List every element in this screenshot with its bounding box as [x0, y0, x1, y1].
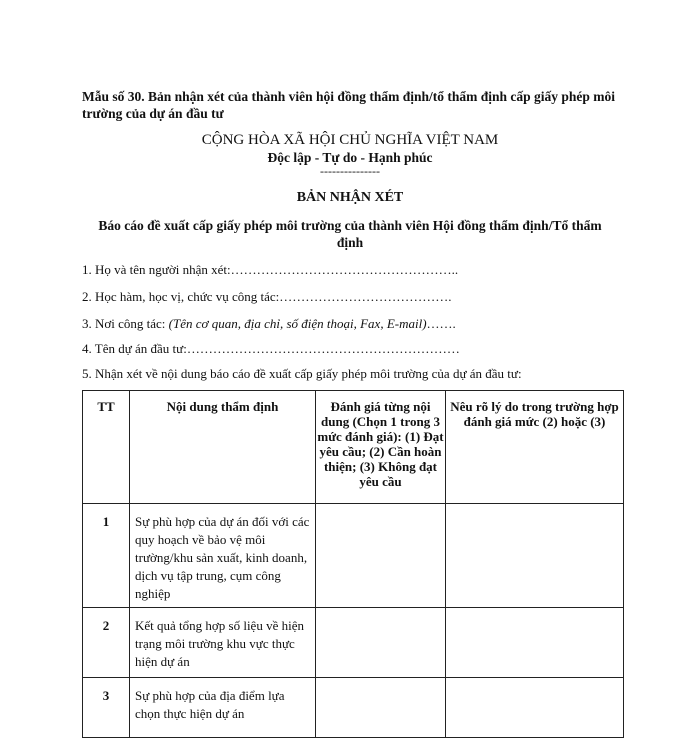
- field-suffix: …….: [426, 316, 456, 331]
- row-number: 3: [83, 678, 130, 738]
- row-rating-cell[interactable]: [316, 504, 446, 608]
- field-workplace: [82, 316, 456, 332]
- field-project-name: [82, 341, 460, 357]
- table-row: [83, 678, 624, 738]
- header-rating: Đánh giá từng nội dung (Chọn 1 trong 3 mức đánh giá): (1) Đạt yêu cầu; (2) Cần hoàn thiện; (3) Không đạt yêu cầu: [316, 391, 446, 504]
- row-reason-cell[interactable]: [446, 504, 624, 608]
- field-label: 4. Tên dự án đầu tư:………………………………………………………: [82, 341, 460, 356]
- header-tt: TT: [83, 391, 130, 504]
- row-reason-cell[interactable]: [446, 608, 624, 678]
- field-academic-title: [82, 289, 452, 305]
- table-header-row: [83, 391, 624, 504]
- row-content: Kết quả tổng hợp số liệu về hiện trạng môi trường khu vực thực hiện dự án: [130, 608, 316, 678]
- row-number: 2: [83, 608, 130, 678]
- field-label: 3. Nơi công tác:: [82, 316, 169, 331]
- field-label: 2. Học hàm, học vị, chức vụ công tác:………………………………….: [82, 289, 452, 304]
- field-review-comments: [82, 366, 522, 382]
- row-content: Sự phù hợp của dự án đối với các quy hoạch về bảo vệ môi trường/khu sản xuất, kinh doanh, dịch vụ tập trung, cụm công nghiệp: [130, 504, 316, 608]
- national-motto: Độc lập - Tự do - Hạnh phúc: [267, 150, 433, 165]
- table-row: [83, 504, 624, 608]
- field-label: 1. Họ và tên người nhận xét:……………………………………………..: [82, 262, 459, 277]
- row-rating-cell[interactable]: [316, 678, 446, 738]
- row-rating-cell[interactable]: [316, 608, 446, 678]
- header-reason: Nêu rõ lý do trong trường hợp đánh giá mức (2) hoặc (3): [446, 391, 624, 504]
- header-content: Nội dung thẩm định: [130, 391, 316, 504]
- row-content: Sự phù hợp của địa điểm lựa chọn thực hiện dự án: [130, 678, 316, 738]
- row-number: 1: [83, 504, 130, 608]
- appraisal-table: [82, 390, 624, 738]
- document-title: BẢN NHẬN XÉT: [296, 190, 404, 205]
- separator-rule: ---------------: [320, 164, 380, 178]
- national-title: CỘNG HÒA XÃ HỘI CHỦ NGHĨA VIỆT NAM: [201, 132, 499, 148]
- document-subtitle: Báo cáo đề xuất cấp giấy phép môi trường của thành viên Hội đồng thẩm định/Tổ thẩm định: [98, 218, 602, 250]
- field-label: 5. Nhận xét về nội dung báo cáo đề xuất cấp giấy phép môi trường của dự án đầu tư:: [82, 366, 522, 381]
- field-hint: (Tên cơ quan, địa chỉ, số điện thoại, Fax, E-mail): [168, 316, 427, 331]
- row-reason-cell[interactable]: [446, 678, 624, 738]
- field-reviewer-name: [82, 262, 458, 278]
- form-number-title: Mẫu số 30. Bản nhận xét của thành viên hội đồng thẩm định/tổ thẩm định cấp giấy phép môi trường của dự án đầu tư: [82, 89, 616, 121]
- table-row: [83, 608, 624, 678]
